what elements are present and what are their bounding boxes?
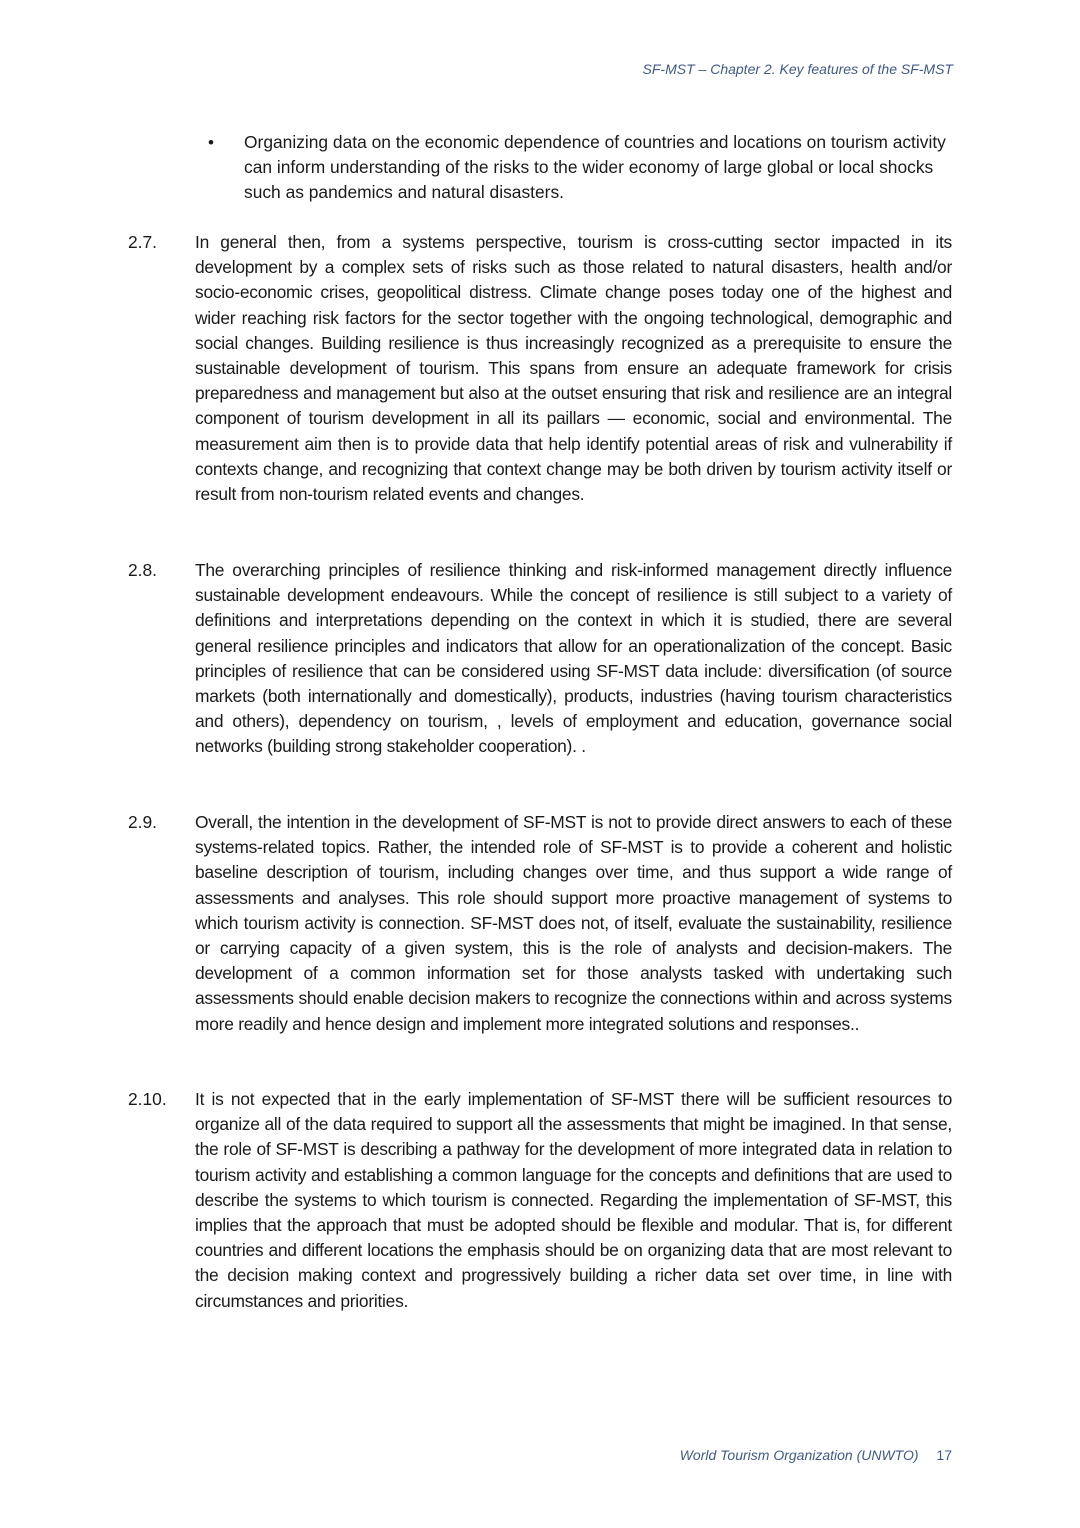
paragraph-number: 2.9. [128, 812, 158, 832]
running-header: SF-MST – Chapter 2. Key features of the SF-MST [642, 61, 953, 77]
paragraph-2-7 [128, 230, 952, 507]
page-footer [680, 1447, 952, 1463]
bullet-item [208, 130, 952, 206]
paragraph-text: Overall, the intention in the development of SF-MST is not to provide direct answers to each of these systems-related topics. Rather, the intended role of SF-MST is to provide a coherent and holistic baseline description of tourism, including changes over time, and thus support a wide range of assessments and analyses. This role should support more proactive management of systems to which tourism activity is connection. SF-MST does not, of itself, evaluate the sustainability, resilience or carrying capacity of a given system, this is the role of analysts and decision-makers. The development of a common information set for those analysts tasked with undertaking such assessments should enable decision makers to recognize the connections within and across systems more readily and hence design and implement more integrated solutions and responses.. [195, 812, 952, 1034]
paragraph-2-8 [128, 558, 952, 760]
paragraph-number: 2.7. [128, 232, 158, 252]
bullet-text: Organizing data on the economic dependence of countries and locations on tourism activity can inform understanding of the risks to the wider economy of large global or local shocks such as pandemics and natural disasters. [244, 132, 946, 203]
paragraph-number: 2.8. [128, 560, 158, 580]
paragraph-2-9 [128, 810, 952, 1037]
paragraph-2-10 [128, 1087, 952, 1314]
paragraph-text: It is not expected that in the early implementation of SF-MST there will be sufficient resources to organize all of the data required to support all the assessments that might be imagined. In that sense, the role of SF-MST is describing a pathway for the development of more integrated data in relation to tourism activity and establishing a common language for the concepts and definitions that are used to describe the systems to which tourism is connected. Regarding the implementation of SF-MST, this implies that the approach that must be adopted should be flexible and modular. That is, for different countries and different locations the emphasis should be on organizing data that are most relevant to the decision making context and progressively building a richer data set over time, in line with circumstances and priorities. [195, 1089, 952, 1311]
footer-organization: World Tourism Organization (UNWTO) [679, 1447, 919, 1463]
page-number: 17 [936, 1447, 952, 1463]
bullet-icon: • [208, 133, 214, 152]
paragraph-text: In general then, from a systems perspective, tourism is cross-cutting sector impacted in its development by a complex sets of risks such as those related to natural disasters, health and/or socio-economic crises, geopolitical distress. Climate change poses today one of the highest and wider reaching risk factors for the sector together with the ongoing technological, demographic and social changes. Building resilience is thus increasingly recognized as a prerequisite to ensure the sustainable development of tourism. This spans from ensure an adequate framework for crisis preparedness and management but also at the outset ensuring that risk and resilience are an integral component of tourism development in all its paillars — economic, social and environmental. The measurement aim then is to provide data that help identify potential areas of risk and vulnerability if contexts change, and recognizing that context change may be both driven by tourism activity itself or result from non-tourism related events and changes. [195, 232, 952, 505]
paragraph-text: The overarching principles of resilience thinking and risk-informed management directly influence sustainable development endeavours. While the concept of resilience is still subject to a variety of definitions and interpretations depending on the context in which it is studied, there are several general resilience principles and indicators that allow for an operationalization of the concept. Basic principles of resilience that can be considered using SF-MST data include: diversification (of source markets (both internationally and domestically), products, industries (having tourism characteristics and others), dependency on tourism, , levels of employment and education, governance social networks (building strong stakeholder cooperation). . [195, 560, 952, 757]
paragraph-number: 2.10. [128, 1089, 167, 1109]
